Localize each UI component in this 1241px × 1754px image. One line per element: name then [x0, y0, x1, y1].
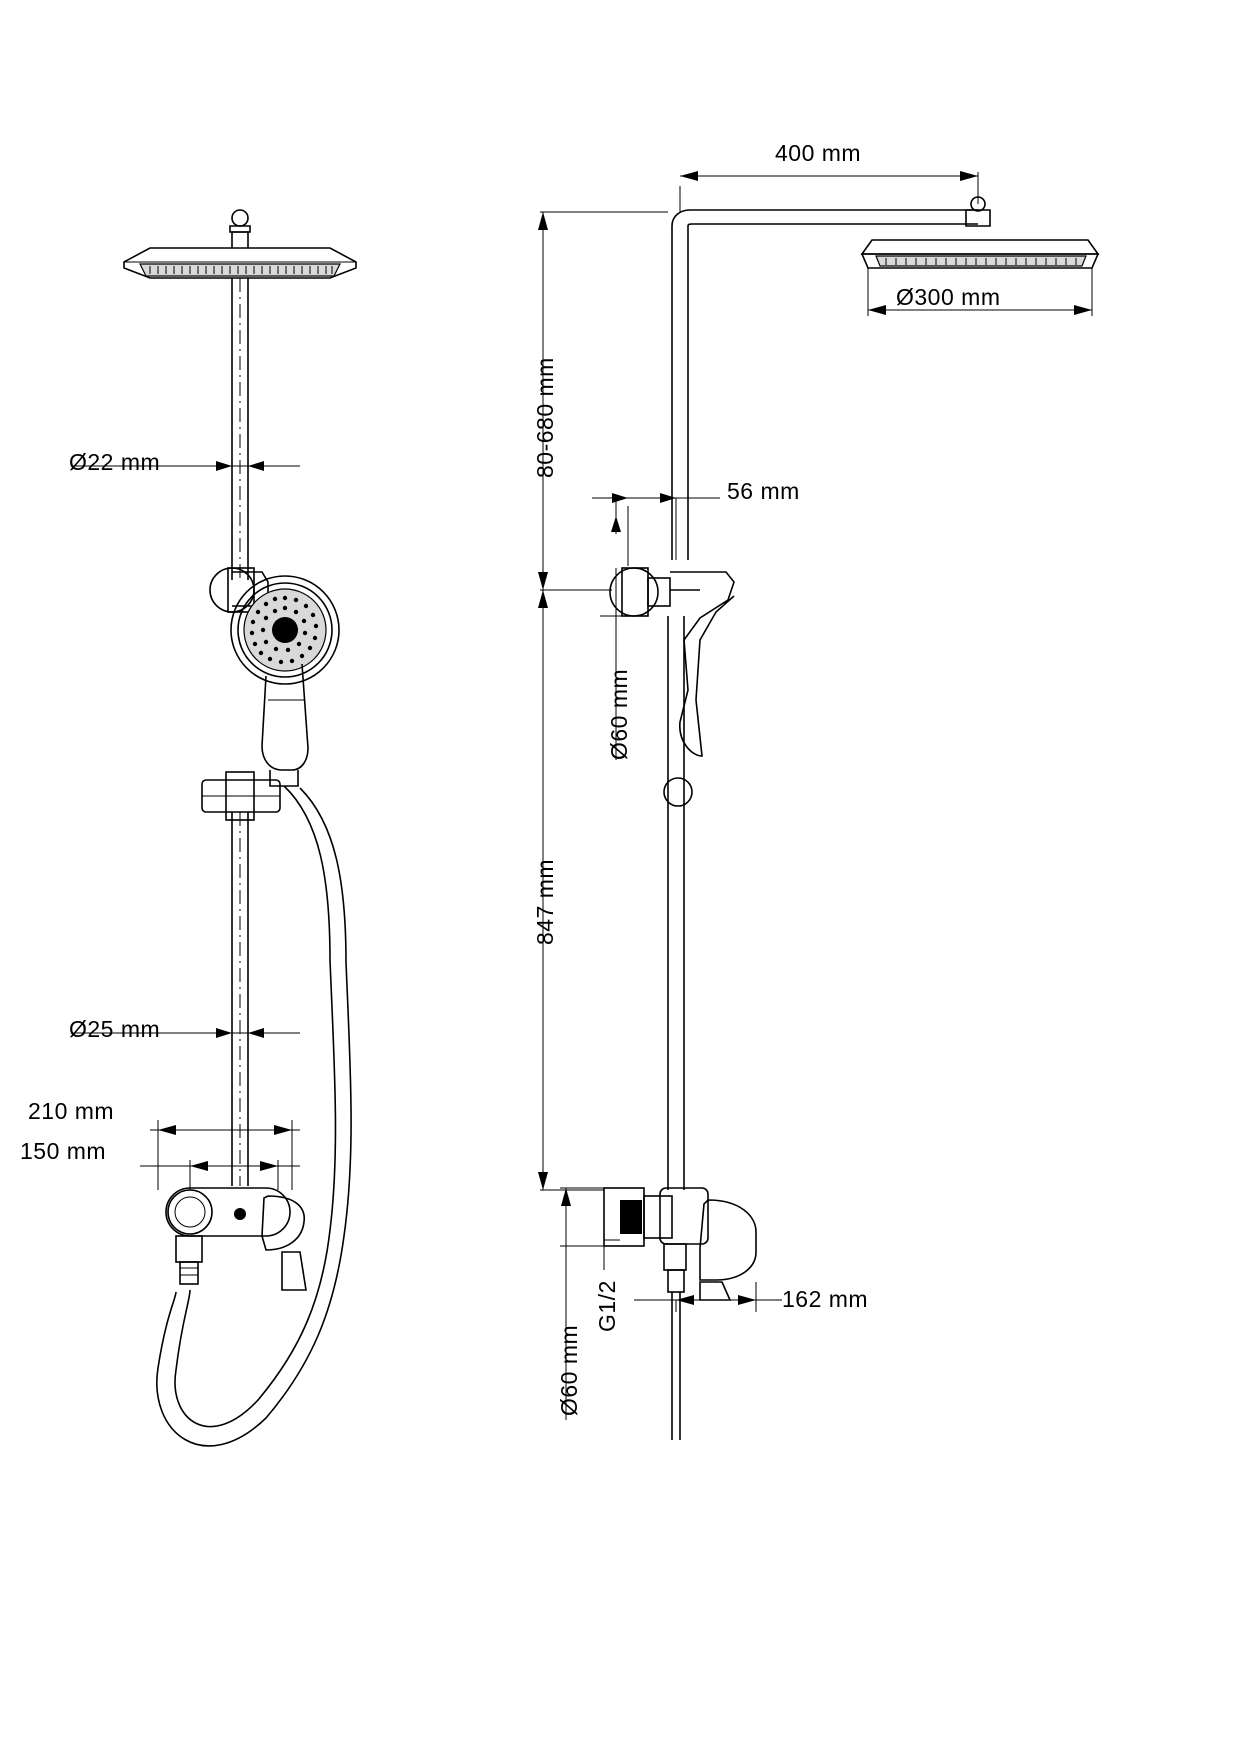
front-rain-shower-head: [124, 210, 356, 278]
side-hand-shower: [664, 572, 734, 806]
dim-dia60mm-upper: Ø60 mm: [606, 668, 632, 760]
front-hand-shower-head: [231, 576, 339, 786]
side-mixer-body: [604, 1188, 756, 1440]
front-mixer-body: [166, 1188, 306, 1290]
side-rain-shower-head: [862, 197, 1098, 268]
side-riser: [668, 616, 684, 1190]
front-upper-riser: [232, 278, 248, 580]
dim-dia60mm-lower: Ø60 mm: [556, 1324, 582, 1416]
dim-80-680mm: 80-680 mm: [532, 357, 558, 478]
side-view-geometry: [604, 197, 1098, 1440]
dim-g12-thread: G1/2: [594, 1280, 620, 1332]
dim-847mm: 847 mm: [532, 858, 558, 945]
front-slider-holder: [202, 772, 280, 820]
dim-dia25mm: Ø25 mm: [69, 1016, 161, 1042]
side-handshower-holder: [610, 568, 670, 616]
dim-210mm: 210 mm: [28, 1098, 115, 1124]
front-shower-hose: [157, 786, 351, 1446]
dim-dia300mm: Ø300 mm: [896, 284, 1001, 310]
dim-150mm: 150 mm: [20, 1138, 107, 1164]
dim-400mm: 400 mm: [775, 140, 862, 166]
front-view-geometry: [124, 210, 356, 1446]
dim-56mm: 56 mm: [727, 478, 800, 504]
dim-162mm: 162 mm: [782, 1286, 869, 1312]
dim-dia22mm: Ø22 mm: [69, 449, 161, 475]
front-view-dimensions: [72, 461, 300, 1190]
